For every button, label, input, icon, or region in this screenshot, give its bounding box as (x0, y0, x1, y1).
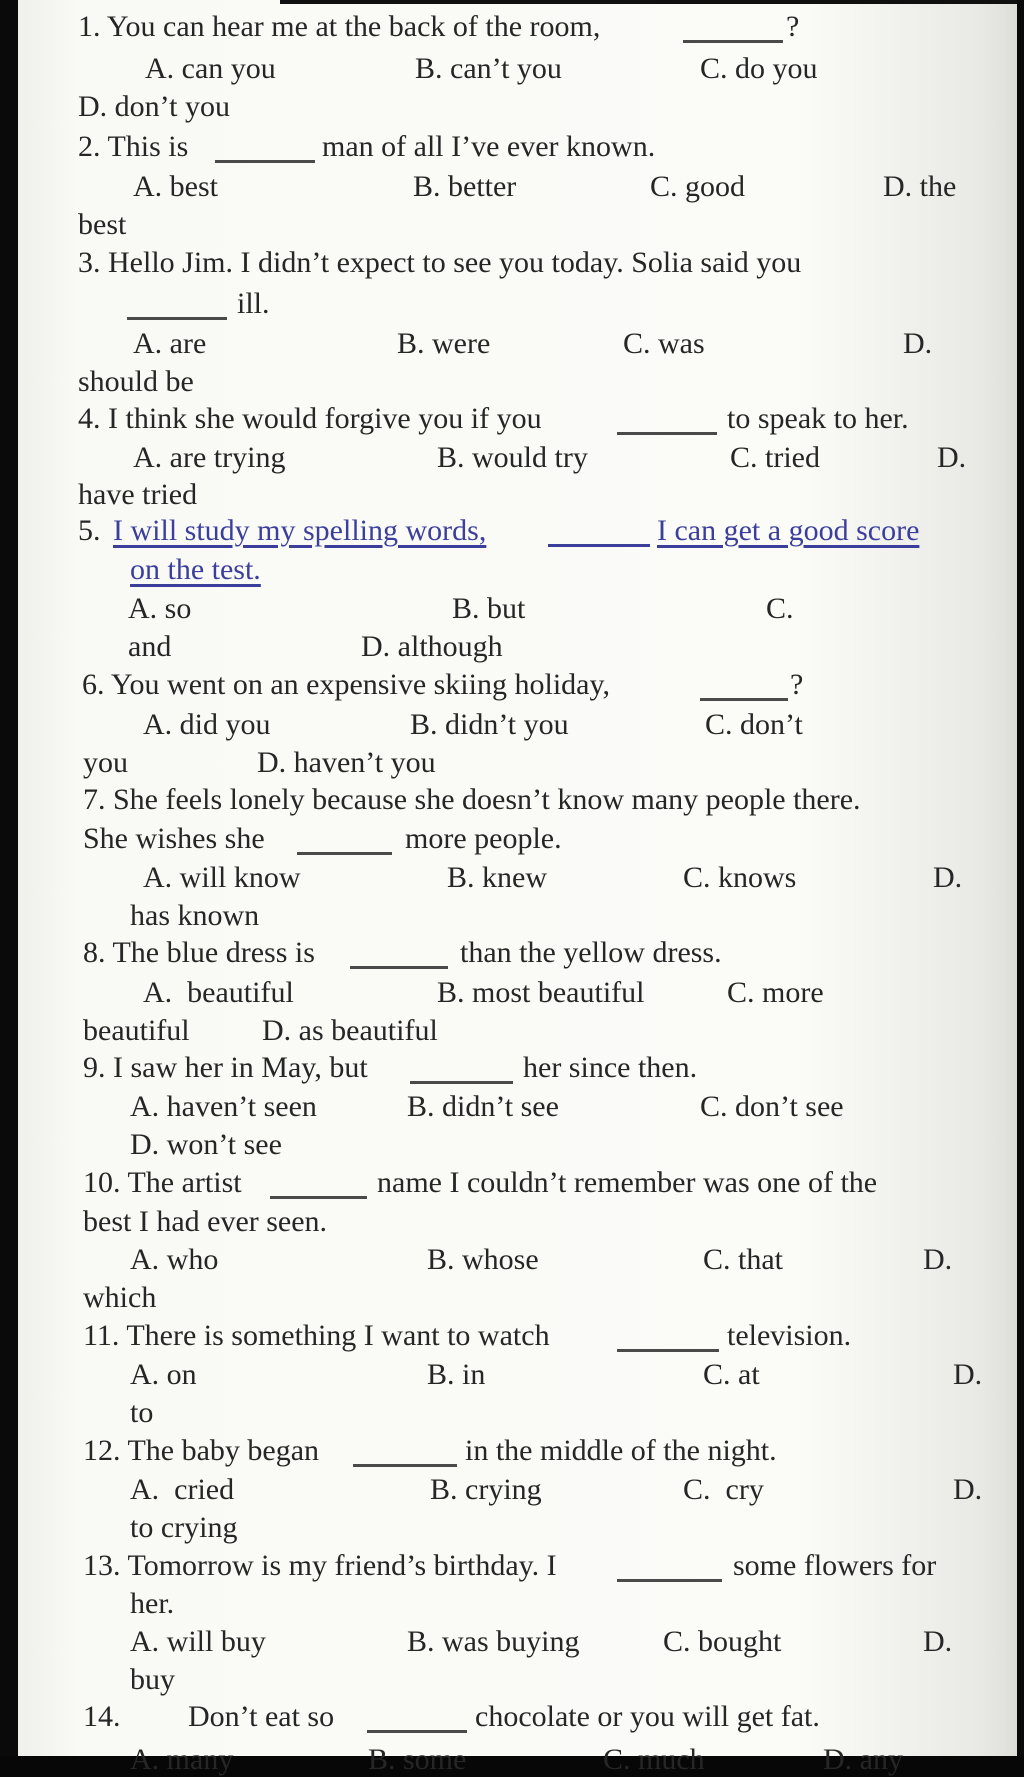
answer-blank-line (410, 1081, 513, 1084)
answer-option: D. although (361, 630, 503, 663)
question-text: 14. (83, 1700, 121, 1733)
answer-option: B. were (397, 327, 491, 360)
answer-option: D. (953, 1358, 983, 1391)
answer-blank-line (367, 1730, 467, 1733)
answer-option: A. did you (143, 708, 271, 741)
answer-option: should be (78, 365, 194, 398)
answer-option: A. who (130, 1243, 219, 1276)
answer-blank-line (270, 1196, 367, 1199)
answer-option: C. much (603, 1743, 705, 1776)
answer-option: D. any (823, 1743, 903, 1776)
question-text: man of all I’ve ever known. (322, 130, 656, 163)
answer-option: C. cry (683, 1473, 764, 1506)
answer-option: A. many (130, 1743, 234, 1776)
question-text: her. (130, 1587, 175, 1620)
answer-option: C. that (703, 1243, 783, 1276)
answer-option: A. cried (130, 1473, 235, 1506)
answer-option: B. would try (437, 441, 588, 474)
answer-option: D. (933, 861, 963, 894)
answer-option: B. in (427, 1358, 486, 1391)
answer-option: A. will know (143, 861, 301, 894)
answer-option: C. (766, 592, 794, 625)
answer-blank-line (215, 160, 315, 163)
answer-option: B. but (452, 592, 526, 625)
answer-blank-line (683, 40, 783, 43)
question-text: 5. (78, 514, 101, 547)
answer-option: B. most beautiful (437, 976, 645, 1009)
question-text: Don’t eat so (188, 1700, 335, 1733)
question-text: 2. This is (78, 130, 189, 163)
answer-option: B. didn’t you (410, 708, 569, 741)
answer-option: A. so (128, 592, 192, 625)
answer-option: C. at (703, 1358, 760, 1391)
answer-option: B. whose (427, 1243, 539, 1276)
question-text: 12. The baby began (83, 1434, 320, 1467)
question-text: 9. I saw her in May, but (83, 1051, 368, 1084)
question-text: 6. You went on an expensive skiing holiday, (82, 668, 611, 701)
answer-option: to (130, 1396, 154, 1429)
answer-option: B. better (413, 170, 517, 203)
question-text: her since then. (523, 1051, 698, 1084)
answer-option: C. do you (700, 52, 818, 85)
question-text: 8. The blue dress is (83, 936, 315, 969)
answer-blank-line (548, 544, 650, 547)
answer-option: B. knew (447, 861, 547, 894)
answer-option: D. the (883, 170, 957, 203)
answer-option: you (83, 746, 128, 779)
answer-option: B. can’t you (415, 52, 562, 85)
question-text: best I had ever seen. (83, 1205, 328, 1238)
answer-option: A. will buy (130, 1625, 266, 1658)
question-text: ? (790, 668, 804, 701)
answer-option: A. can you (145, 52, 276, 85)
answer-option: D. (953, 1473, 983, 1506)
question-text: than the yellow dress. (460, 936, 722, 969)
question-text: I can get a good score (657, 514, 920, 547)
question-text: 7. She feels lonely because she doesn’t know many people there. (83, 783, 861, 816)
answer-option: D. won’t see (130, 1128, 282, 1161)
answer-option: D. (923, 1625, 953, 1658)
question-text: 1. You can hear me at the back of the room, (78, 10, 601, 43)
question-text: some flowers for (733, 1549, 937, 1582)
question-text: to speak to her. (727, 402, 909, 435)
answer-option: which (83, 1281, 157, 1314)
answer-option: A. on (130, 1358, 197, 1391)
answer-option: B. some (368, 1743, 467, 1776)
answer-option: A. are (133, 327, 207, 360)
answer-option: C. don’t (705, 708, 803, 741)
answer-option: C. bought (663, 1625, 782, 1658)
answer-option: D. (923, 1243, 953, 1276)
answer-blank-line (617, 1579, 722, 1582)
answer-option: D. don’t you (78, 90, 230, 123)
answer-option: and (128, 630, 172, 663)
answer-option: has known (130, 899, 260, 932)
answer-blank-line (617, 1349, 719, 1352)
answer-blank-line (617, 432, 717, 435)
answer-option: best (78, 208, 127, 241)
answer-option: D. as beautiful (262, 1014, 438, 1047)
question-text: chocolate or you will get fat. (475, 1700, 820, 1733)
answer-blank-line (127, 317, 227, 320)
answer-option: A. haven’t seen (130, 1090, 317, 1123)
answer-option: C. don’t see (700, 1090, 844, 1123)
answer-option: D. (937, 441, 967, 474)
answer-option: C. was (623, 327, 705, 360)
answer-blank-line (353, 1464, 457, 1467)
answer-option: C. more (727, 976, 824, 1009)
question-text: 4. I think she would forgive you if you (78, 402, 542, 435)
answer-option: A. beautiful (143, 976, 294, 1009)
question-text: 11. There is something I want to watch (83, 1319, 550, 1352)
answer-option: A. are trying (133, 441, 286, 474)
question-text: 13. Tomorrow is my friend’s birthday. I (83, 1549, 557, 1582)
question-text: 10. The artist (83, 1166, 242, 1199)
answer-option: B. crying (430, 1473, 542, 1506)
answer-option: to crying (130, 1511, 238, 1544)
answer-option: beautiful (83, 1014, 190, 1047)
answer-option: C. knows (683, 861, 797, 894)
question-text: on the test. (130, 553, 261, 586)
question-text: ? (786, 10, 800, 43)
question-text: ill. (237, 287, 270, 320)
question-text: 3. Hello Jim. I didn’t expect to see you today. Solia said you (78, 246, 802, 279)
question-text: television. (727, 1319, 852, 1352)
answer-option: D. haven’t you (257, 746, 436, 779)
answer-option: A. best (133, 170, 218, 203)
answer-option: B. didn’t see (407, 1090, 559, 1123)
answer-option: C. tried (730, 441, 820, 474)
question-text: name I couldn’t remember was one of the (377, 1166, 878, 1199)
answer-option: C. good (650, 170, 746, 203)
answer-blank-line (700, 698, 788, 701)
question-text: in the middle of the night. (465, 1434, 777, 1467)
question-text: more people. (405, 822, 562, 855)
question-text: I will study my spelling words, (113, 514, 487, 547)
answer-option: B. was buying (407, 1625, 580, 1658)
question-text: She wishes she (83, 822, 265, 855)
answer-blank-line (350, 966, 448, 969)
answer-option: buy (130, 1663, 175, 1696)
answer-option: have tried (78, 478, 198, 511)
answer-blank-line (297, 852, 392, 855)
answer-option: D. (903, 327, 933, 360)
